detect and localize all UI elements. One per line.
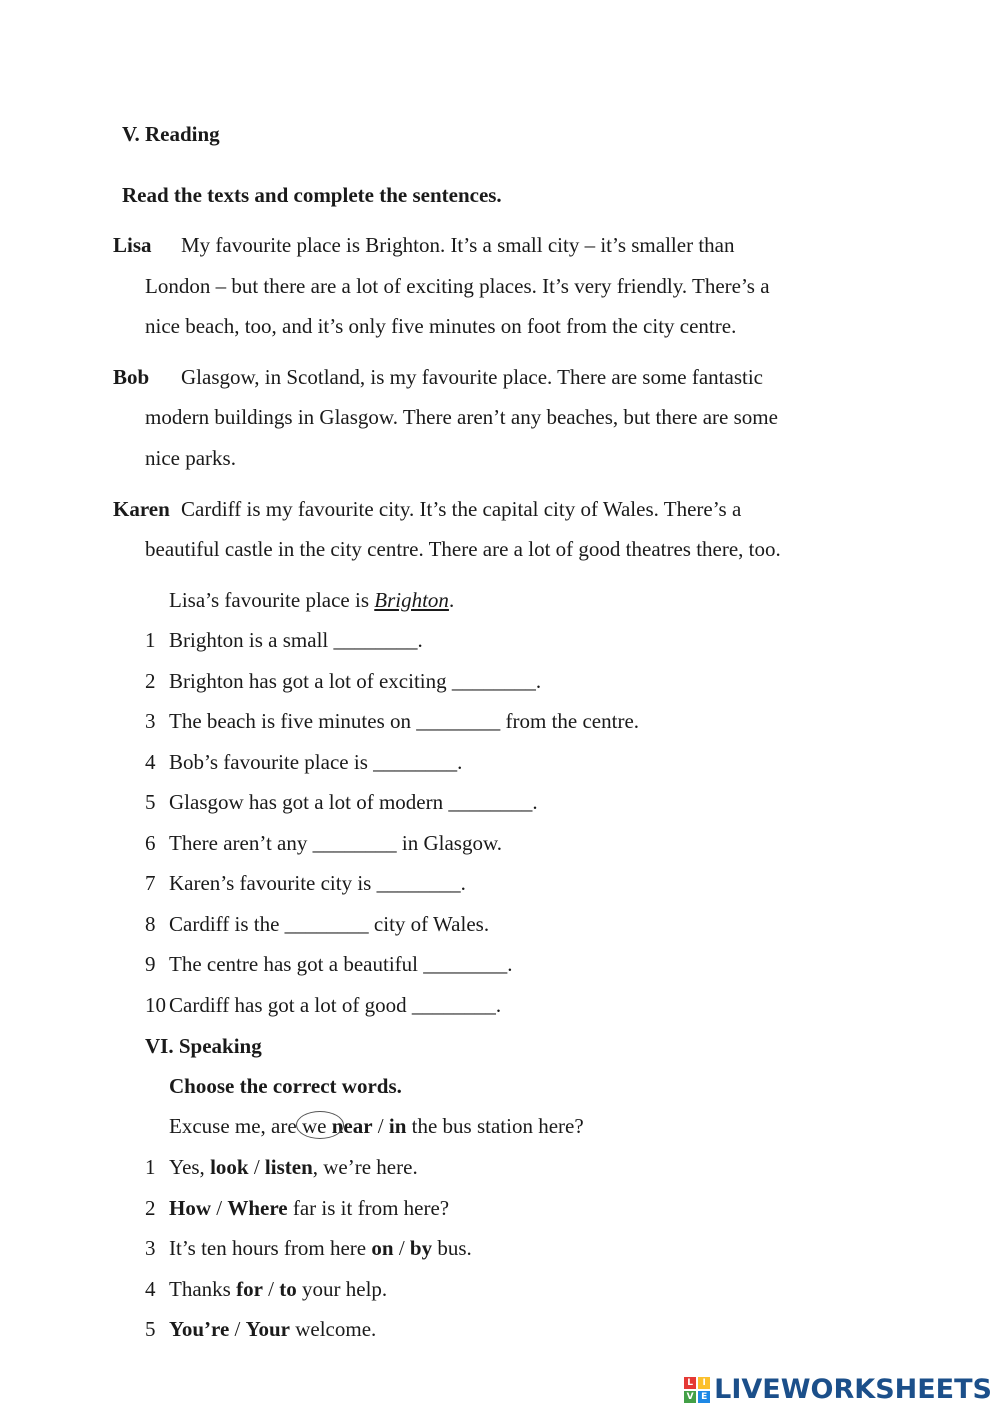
example-text: Lisa’s favourite place is: [169, 588, 375, 612]
speaking-item: [169, 1277, 387, 1302]
reading-instruction: Read the texts and complete the sentences.: [122, 183, 502, 207]
speaking-instruction: Choose the correct words.: [169, 1074, 402, 1098]
item-number: 5: [145, 1317, 156, 1341]
question-text[interactable]: Brighton has got a lot of exciting ________.: [169, 669, 542, 693]
option-2[interactable]: to: [279, 1277, 297, 1301]
item-text: your help.: [296, 1277, 388, 1301]
question-number: 2: [145, 669, 156, 693]
option-separator: /: [262, 1277, 280, 1301]
example-answer: Brighton: [374, 588, 449, 612]
item-number: 2: [145, 1196, 156, 1220]
item-number: 1: [145, 1155, 156, 1179]
logo-mark-tile: E: [698, 1391, 710, 1403]
question-text[interactable]: The centre has got a beautiful ________.: [169, 952, 513, 976]
item-text: welcome.: [289, 1317, 377, 1341]
question-text[interactable]: Glasgow has got a lot of modern ________.: [169, 790, 538, 814]
example-text: Excuse me, are: [169, 1114, 302, 1138]
question-text[interactable]: There aren’t any ________ in Glasgow.: [169, 831, 502, 855]
question-number: 5: [145, 790, 156, 814]
example-text: the bus station here?: [406, 1114, 584, 1138]
text-line: Glasgow, in Scotland, is my favourite place. There are some fantastic: [181, 365, 763, 389]
speaker-name: Bob: [113, 365, 150, 389]
option-separator: /: [229, 1317, 246, 1341]
option-separator: /: [248, 1155, 265, 1179]
speaker-name: Karen: [113, 497, 170, 521]
option-2[interactable]: Where: [227, 1196, 288, 1220]
logo-mark-tile: I: [698, 1377, 710, 1389]
item-text: far is it from here?: [287, 1196, 450, 1220]
question-text[interactable]: The beach is five minutes on ________ from the centre.: [169, 709, 640, 733]
option-2[interactable]: Your: [245, 1317, 290, 1341]
text-line: London – but there are a lot of exciting places. It’s very friendly. There’s a: [145, 274, 770, 298]
speaking-item: [169, 1155, 418, 1180]
question-number: 7: [145, 871, 156, 895]
option-2[interactable]: by: [409, 1236, 433, 1260]
question-number: 9: [145, 952, 156, 976]
logo-mark-tile: V: [684, 1391, 696, 1403]
speaking-heading: VI. Speaking: [145, 1034, 262, 1058]
question-text[interactable]: Bob’s favourite place is ________.: [169, 750, 463, 774]
option-1[interactable]: You’re: [169, 1317, 230, 1341]
text-line: Cardiff is my favourite city. It’s the capital city of Wales. There’s a: [181, 497, 742, 521]
question-number: 8: [145, 912, 156, 936]
text-line: My favourite place is Brighton. It’s a small city – it’s smaller than: [181, 233, 735, 257]
logo-text: LIVEWORKSHEETS: [714, 1374, 992, 1405]
reading-example: [169, 588, 454, 613]
option-2[interactable]: listen: [264, 1155, 313, 1179]
item-number: 3: [145, 1236, 156, 1260]
question-text[interactable]: Cardiff has got a lot of good ________.: [169, 993, 502, 1017]
speaking-example: [169, 1114, 584, 1139]
option-1[interactable]: on: [371, 1236, 394, 1260]
circled-word: we: [301, 1114, 327, 1138]
question-text[interactable]: Karen’s favourite city is ________.: [169, 871, 466, 895]
text-line: nice parks.: [145, 446, 236, 470]
speaking-item: [169, 1317, 376, 1342]
liveworksheets-logo[interactable]: [684, 1374, 992, 1405]
item-text: Yes,: [169, 1155, 211, 1179]
option-2[interactable]: in: [388, 1114, 407, 1138]
option-1[interactable]: near: [331, 1114, 373, 1138]
logo-mark-tile: L: [684, 1377, 696, 1389]
text-line: beautiful castle in the city centre. There are a lot of good theatres there, too.: [145, 537, 781, 561]
question-number: 4: [145, 750, 156, 774]
option-separator: /: [393, 1236, 410, 1260]
item-text: , we’re here.: [312, 1155, 418, 1179]
speaking-item: [169, 1196, 449, 1221]
question-number: 6: [145, 831, 156, 855]
logo-mark-icon: [684, 1377, 710, 1403]
example-punct: .: [448, 588, 455, 612]
question-number: 1: [145, 628, 156, 652]
text-line: nice beach, too, and it’s only five minutes on foot from the city centre.: [145, 314, 737, 338]
question-text[interactable]: Brighton is a small ________.: [169, 628, 423, 652]
item-text: Thanks: [169, 1277, 237, 1301]
question-text[interactable]: Cardiff is the ________ city of Wales.: [169, 912, 490, 936]
option-1[interactable]: How: [169, 1196, 211, 1220]
question-number: 3: [145, 709, 156, 733]
option-1[interactable]: look: [210, 1155, 249, 1179]
option-separator: /: [211, 1196, 228, 1220]
text-line: modern buildings in Glasgow. There aren’t any beaches, but there are some: [145, 405, 778, 429]
speaking-item: [169, 1236, 472, 1261]
option-separator: /: [372, 1114, 389, 1138]
question-number: 10: [145, 993, 166, 1017]
speaker-name: Lisa: [113, 233, 152, 257]
option-1[interactable]: for: [236, 1277, 263, 1301]
item-number: 4: [145, 1277, 156, 1301]
item-text: It’s ten hours from here: [169, 1236, 372, 1260]
item-text: bus.: [432, 1236, 472, 1260]
reading-heading: V. Reading: [122, 122, 220, 146]
